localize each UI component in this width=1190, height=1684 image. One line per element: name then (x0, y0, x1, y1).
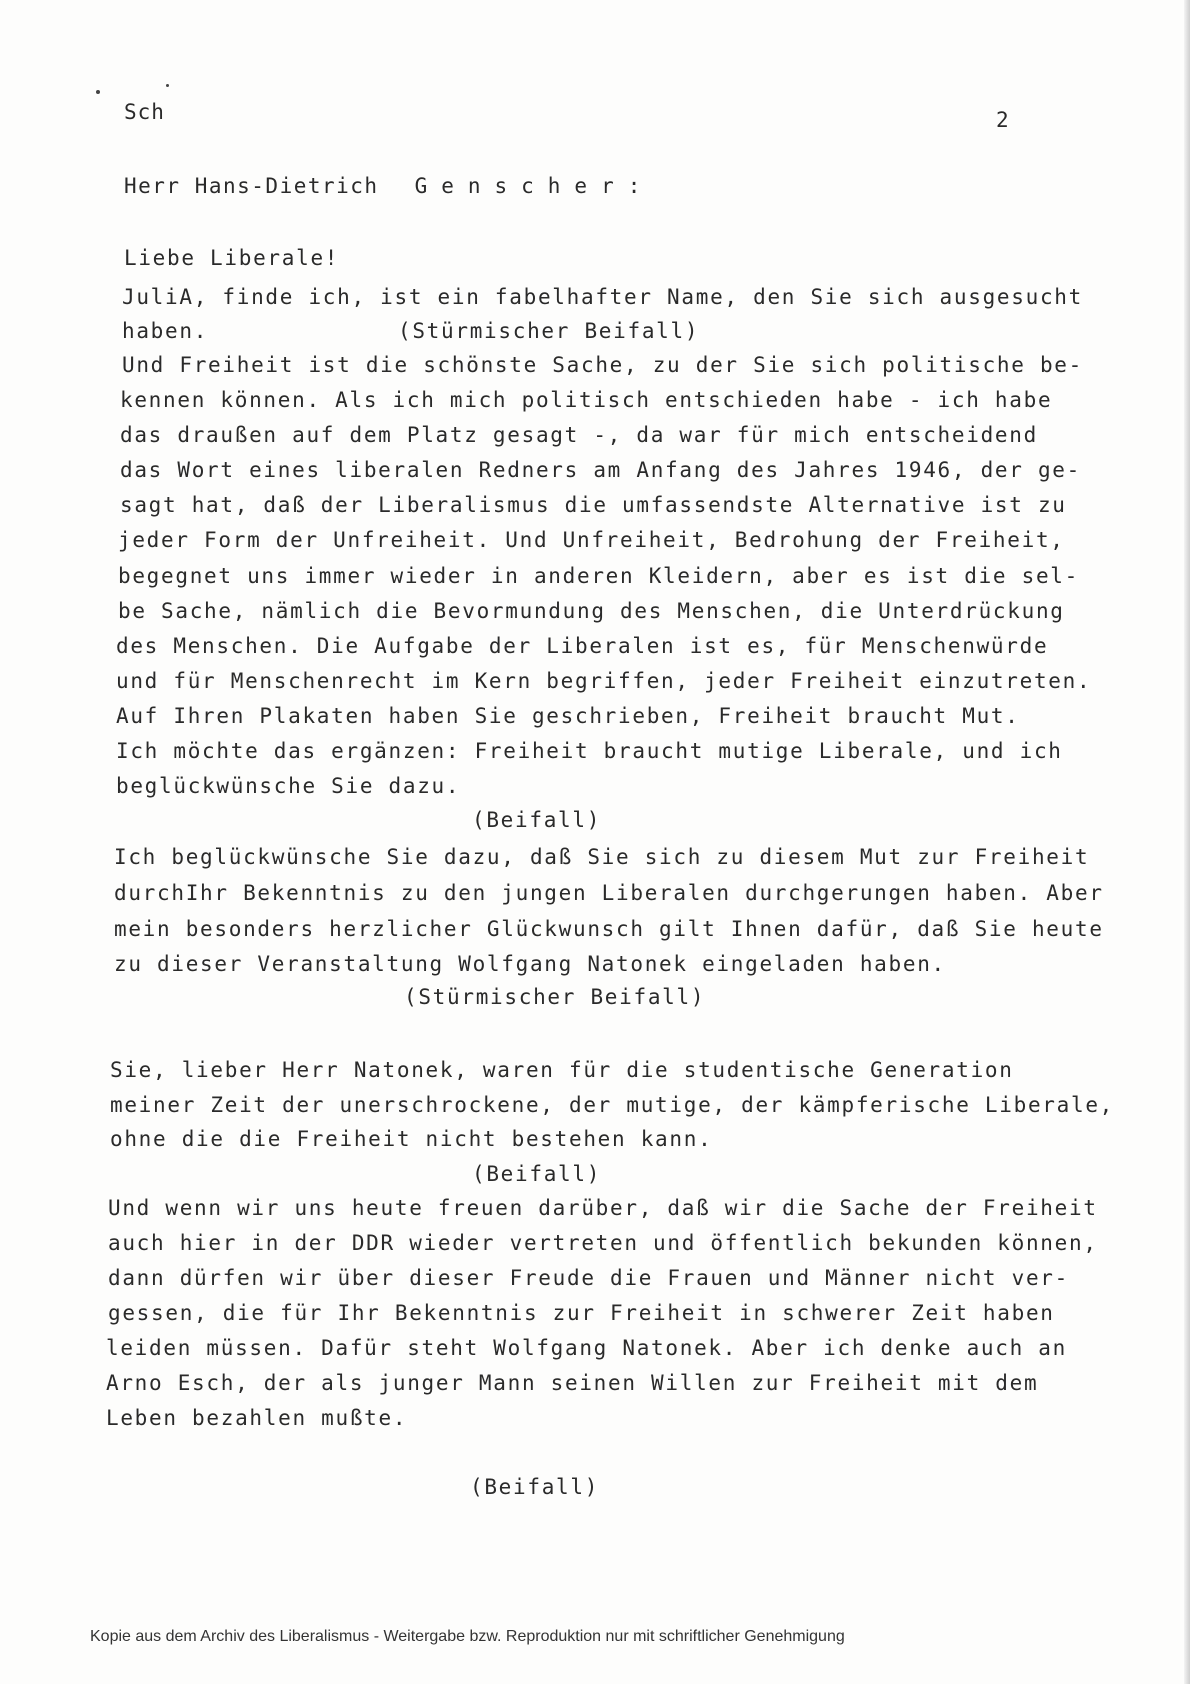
text-line: sagt hat, daß der Liberalismus die umfassendste Alternative ist zu (120, 493, 1067, 517)
text-line: Und wenn wir uns heute freuen darüber, daß wir die Sache der Freiheit (108, 1196, 1098, 1220)
text-line: meiner Zeit der unerschrockene, der mutige, der kämpferische Liberale, (110, 1093, 1115, 1117)
text-line: des Menschen. Die Aufgabe der Liberalen ist es, für Menschenwürde (116, 634, 1049, 658)
text-line: durchIhr Bekenntnis zu den jungen Liberalen durchgerungen haben. Aber (114, 881, 1104, 905)
text-line: zu dieser Veranstaltung Wolfgang Natonek eingeladen haben. (114, 952, 946, 976)
text-line: jeder Form der Unfreiheit. Und Unfreiheit, Bedrohung der Freiheit, (118, 528, 1065, 552)
text-line: mein besonders herzlicher Glückwunsch gilt Ihnen dafür, daß Sie heute (114, 917, 1104, 941)
text-line: Arno Esch, der als junger Mann seinen Willen zur Freiheit mit dem (106, 1371, 1039, 1395)
text-line: Leben bezahlen mußte. (106, 1406, 408, 1430)
stage-direction: (Beifall) (472, 1162, 602, 1186)
text-line: Ich möchte das ergänzen: Freiheit braucht mutige Liberale, und ich (116, 739, 1063, 763)
text-line: kennen können. Als ich mich politisch entschieden habe - ich habe (120, 388, 1053, 412)
text-line: das draußen auf dem Platz gesagt -, da war für mich entscheidend (120, 423, 1038, 447)
text-line: Liebe Liberale! (124, 246, 340, 270)
archive-notice: Kopie aus dem Archiv des Liberalismus - Weitergabe bzw. Reproduktion nur mit schriftlicher Genehmigung (90, 1628, 845, 1645)
text-line: begegnet uns immer wieder in anderen Kleidern, aber es ist die sel- (118, 564, 1079, 588)
text-line: Und Freiheit ist die schönste Sache, zu der Sie sich politische be- (122, 353, 1083, 377)
text-line: Auf Ihren Plakaten haben Sie geschrieben, Freiheit braucht Mut. (116, 704, 1020, 728)
text-line: JuliA, finde ich, ist ein fabelhafter Name, den Sie sich ausgesucht (122, 285, 1083, 309)
stage-direction: (Stürmischer Beifall) (398, 319, 700, 343)
scan-speck (96, 90, 100, 94)
speaker-heading (124, 174, 654, 198)
speaker-surname: Genscher: (414, 174, 655, 198)
text-line: auch hier in der DDR wieder vertreten und öffentlich bekunden können, (108, 1231, 1098, 1255)
text-line: leiden müssen. Dafür steht Wolfgang Natonek. Aber ich denke auch an (106, 1336, 1067, 1360)
text-line: Ich beglückwünsche Sie dazu, daß Sie sich zu diesem Mut zur Freiheit (114, 845, 1090, 869)
stage-direction: (Beifall) (472, 808, 602, 832)
text-line: beglückwünsche Sie dazu. (116, 774, 461, 798)
text-line: und für Menschenrecht im Kern begriffen, jeder Freiheit einzutreten. (116, 669, 1092, 693)
page-number: 2 (996, 108, 1009, 132)
text-line: gessen, die für Ihr Bekenntnis zur Freiheit in schwerer Zeit haben (108, 1301, 1055, 1325)
stage-direction: (Stürmischer Beifall) (404, 985, 706, 1009)
text-line: dann dürfen wir über dieser Freude die Frauen und Männer nicht ver- (108, 1266, 1069, 1290)
document-code: Sch (124, 100, 165, 124)
text-line: be Sache, nämlich die Bevormundung des Menschen, die Unterdrückung (118, 599, 1065, 623)
scan-speck (166, 84, 169, 87)
stage-direction: (Beifall) (470, 1475, 600, 1499)
text-line: Sie, lieber Herr Natonek, waren für die studentische Generation (110, 1058, 1014, 1082)
text-line: haben. (122, 319, 209, 343)
text-line: das Wort eines liberalen Redners am Anfang des Jahres 1946, der ge- (120, 458, 1081, 482)
page-edge-shadow (1184, 0, 1190, 1684)
text-line: ohne die die Freiheit nicht bestehen kann. (110, 1127, 713, 1151)
speaker-title: Herr Hans-Dietrich (124, 174, 379, 198)
